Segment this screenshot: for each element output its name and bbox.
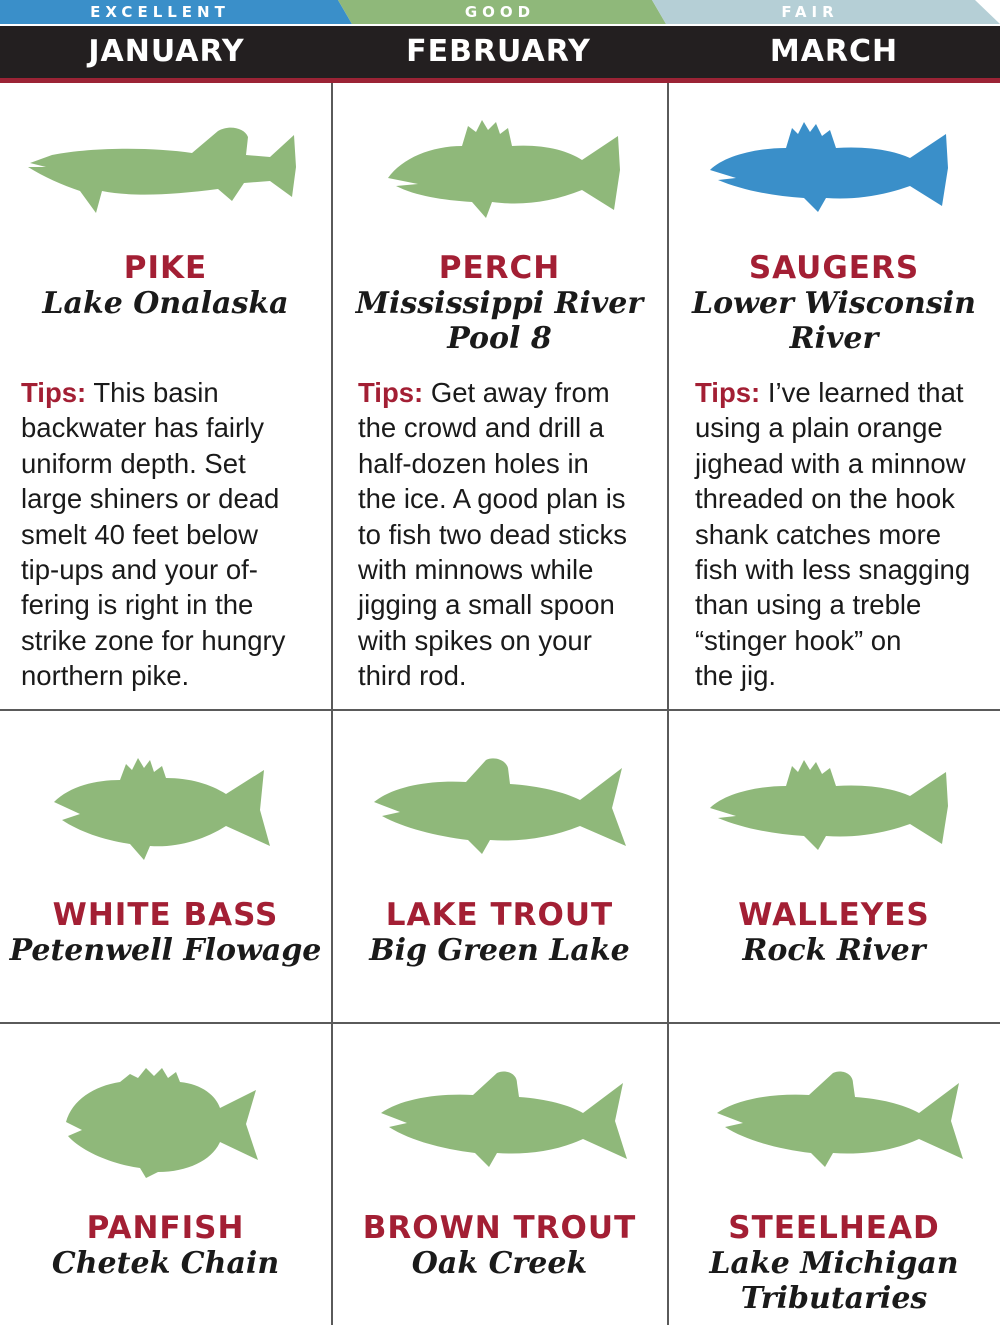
rating-legend <box>0 0 1000 24</box>
tips-label: Tips: <box>695 377 761 408</box>
location-name: Petenwell Flowage <box>9 933 322 968</box>
legend-good-label: GOOD <box>464 3 536 21</box>
species-name: BROWN TROUT <box>362 1210 637 1246</box>
tips-label: Tips: <box>21 377 87 408</box>
pike-icon <box>22 125 307 220</box>
tips-body: This basin backwater has fairly uniform depth. Set large shiners or dead smelt 40 feet below tip-ups and your of- fering is right in the strike zone for hungry northern pike. <box>21 377 286 692</box>
species-name: PERCH <box>438 250 561 286</box>
species-name: PIKE <box>123 250 208 286</box>
location-name: Rock River <box>742 933 926 968</box>
cell-lake-trout <box>332 711 667 1022</box>
tips-text <box>21 375 321 694</box>
perch-icon <box>382 118 642 223</box>
panfish-icon <box>60 1064 275 1179</box>
month-february: FEBRUARY <box>406 34 591 69</box>
month-january: JANUARY <box>88 34 245 69</box>
tips-body: I’ve learned that using a plain orange jighead with a minnow threaded on the hook shank catches more fish with less snagging than using a treble “stinger hook” on the jig. <box>695 377 971 692</box>
cell-march-saugers <box>668 83 1000 709</box>
cell-walleyes <box>668 711 1000 1022</box>
species-name: SAUGERS <box>748 250 920 286</box>
month-march: MARCH <box>769 34 899 69</box>
steelhead-icon <box>713 1069 968 1169</box>
tips-label: Tips: <box>358 377 424 408</box>
tips-text <box>695 375 995 694</box>
tips-body: Get away from the crowd and drill a half-dozen holes in the ice. A good plan is to fish two dead sticks with minnows while jigging a small spoon with spikes on your third rod. <box>358 377 628 692</box>
species-name: LAKE TROUT <box>385 897 614 933</box>
location-name: Lake Michigan Tributaries <box>709 1246 959 1316</box>
location-name: Lake Onalaska <box>42 286 289 321</box>
location-name: Big Green Lake <box>369 933 630 968</box>
cell-february-perch <box>332 83 667 709</box>
cell-white-bass <box>0 711 331 1022</box>
month-header <box>0 26 1000 78</box>
walleye-icon <box>706 756 968 856</box>
species-name: WALLEYES <box>738 897 930 933</box>
brown-trout-icon <box>377 1069 632 1169</box>
cell-brown-trout <box>332 1024 667 1325</box>
cell-january-pike <box>0 83 331 709</box>
lake-trout-icon <box>370 756 632 856</box>
location-name: Oak Creek <box>411 1246 588 1281</box>
location-name: Mississippi River Pool 8 <box>355 286 644 356</box>
species-name: WHITE BASS <box>52 897 279 933</box>
white-bass-icon <box>50 756 280 861</box>
species-name: PANFISH <box>86 1210 245 1246</box>
species-name: STEELHEAD <box>728 1210 940 1246</box>
sauger-icon <box>706 118 968 218</box>
tips-text <box>358 375 658 694</box>
cell-panfish <box>0 1024 331 1325</box>
legend-excellent-label: EXCELLENT <box>90 3 230 21</box>
legend-fair-label: FAIR <box>781 3 839 21</box>
location-name: Lower Wisconsin River <box>692 286 976 356</box>
cell-steelhead <box>668 1024 1000 1325</box>
location-name: Chetek Chain <box>51 1246 280 1281</box>
